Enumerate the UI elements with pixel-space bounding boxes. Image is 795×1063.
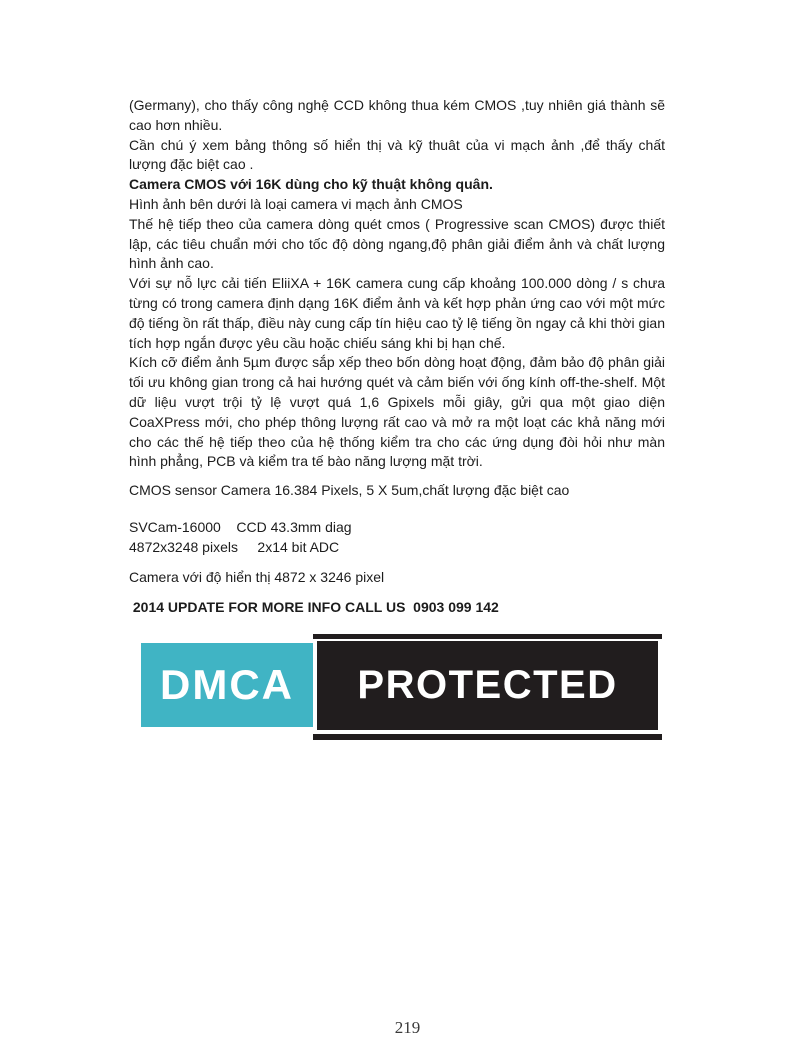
text-line: Thế hệ tiếp theo của camera dòng quét cmos ( Progressive scan CMOS) được thiết: [129, 215, 665, 232]
text-line: lập, các tiêu chuẩn mới cho tốc độ dòng ngang,độ phân giải điểm ảnh và chất lượng: [129, 235, 665, 252]
text-line: Cần chú ý xem bảng thông số hiển thị và kỹ thuât của vi mạch ảnh ,để thấy chất: [129, 136, 665, 153]
text-line: hình phẳng, PCB và kiểm tra tế bào năng lượng mặt trời.: [129, 453, 483, 470]
badge-bottom-bar: [313, 734, 662, 740]
text-line: 4872x3248 pixels 2x14 bit ADC: [129, 538, 340, 555]
text-line: CoaXPress mới, cho phép thông lượng rất cao và mở ra một loạt các khả năng mới: [129, 413, 665, 430]
text-line: tích hợp ngắn được yêu cầu hoặc chiếu sáng khi bị hạn chế.: [129, 334, 506, 351]
text-line: Camera với độ hiển thị 4872 x 3246 pixel: [129, 568, 385, 585]
text-line: 2014 UPDATE FOR MORE INFO CALL US 0903 099 142: [129, 599, 499, 616]
dmca-label: DMCA: [141, 643, 313, 727]
text-line: Với sự nỗ lực cải tiến EliiXA + 16K camera cung cấp khoảng 100.000 dòng / s chưa: [129, 275, 665, 292]
text-line: hình ảnh cao.: [129, 255, 214, 272]
page-number: 219: [394, 1018, 421, 1037]
text-line: (Germany), cho thấy công nghệ CCD không thua kém CMOS ,tuy nhiên giá thành sẽ: [129, 97, 665, 113]
text-line: SVCam-16000 CCD 43.3mm diag: [129, 518, 352, 535]
spacer: [129, 472, 665, 481]
text-line: độ tiếng ồn rất thấp, điều này cung cấp tín hiệu cao tỷ lệ tiếng ồn ngay cả khi thời gian: [129, 314, 665, 331]
text-line: từng có trong camera định dạng 16K điểm ảnh và kết hợp phản ứng cao với một mức: [129, 294, 665, 311]
text-line: Kích cỡ điểm ảnh 5µm được sắp xếp theo bốn dòng hoạt động, đảm bảo độ phân giải: [129, 354, 665, 371]
dmca-protected-badge[interactable]: [141, 634, 662, 744]
protected-label: PROTECTED: [317, 641, 658, 730]
text-line: lượng đặc biệt cao .: [129, 156, 254, 173]
spacer: [129, 587, 665, 598]
text-line: CMOS sensor Camera 16.384 Pixels, 5 X 5um,chất lượng đặc biệt cao: [129, 482, 570, 499]
text-line: cho các thế hệ tiếp theo của hệ thống kiểm tra cho các ứng dụng đòi hỏi như màn: [129, 433, 665, 450]
text-block: [129, 96, 665, 618]
badge-top-bar: [313, 634, 662, 639]
text-line: Hình ảnh bên dưới là loại camera vi mạch ảnh CMOS: [129, 195, 463, 212]
text-line: Camera CMOS với 16K dùng cho kỹ thuật không quân.: [129, 176, 493, 193]
spacer: [129, 501, 665, 518]
text-line: cao hơn nhiều.: [129, 116, 223, 133]
text-line: tối ưu không gian trong cả hai hướng quét và cảm biến với ống kính off-the-shelf. Một: [129, 374, 665, 391]
text-line: dữ liệu vượt trội tỷ lệ vượt quá 1,6 Gpixels mỗi giây, gửi qua một giao diện: [129, 393, 665, 410]
spacer: [129, 558, 665, 568]
